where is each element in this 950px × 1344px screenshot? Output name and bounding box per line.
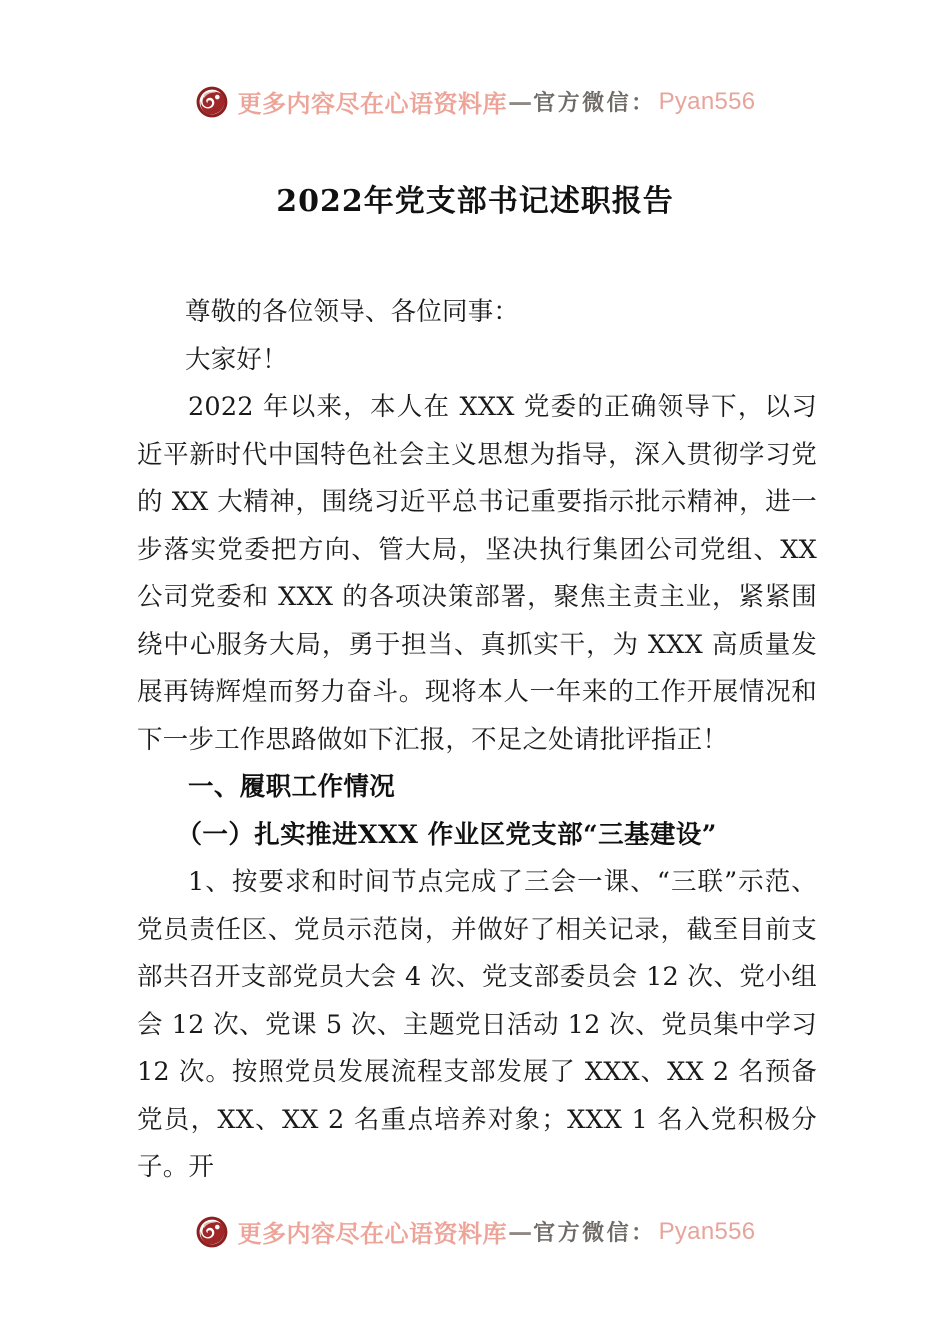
document-body (137, 289, 817, 1192)
watermark-wechat-label: 官方微信： (533, 1220, 656, 1246)
salutation-line: 尊敬的各位领导、各位同事： (185, 297, 520, 327)
watermark-wechat-id: Pyan556 (658, 1217, 756, 1245)
watermark-dash: — (508, 87, 533, 116)
yin-yang-fish-logo-icon (195, 1215, 229, 1249)
watermark-wechat-id: Pyan556 (658, 87, 756, 115)
page-title: 2022年党支部书记述职报告 (276, 184, 674, 219)
section-heading-one: 一、履职工作情况 (188, 772, 396, 802)
greeting-line: 大家好！ (185, 344, 288, 375)
watermark-dash: — (508, 1217, 533, 1246)
subsection-heading-one: （一）扎实推进XXX 作业区党支部“三基建设” (176, 819, 717, 850)
yin-yang-fish-logo-icon (195, 85, 229, 119)
numbered-item-one: 1、按要求和时间节点完成了三会一课、“三联”示范、党员责任区、党员示范岗，并做好了相关记录，截至目前支部共召开支部党员大会 4 次、党支部委员会 12 次、党小组会 12 次、党课 5 次、主题党日活动 12 次、党员集中学习 12 次。按照党员发展流程支部发展了 XXX、XX 2 名预备党员，XX、XX 2 名重点培养对象；XXX 1 名入党积极分子。开 (137, 867, 817, 1182)
watermark-chinese-text: 更多内容尽在心语资料库 (237, 1219, 508, 1248)
header-watermark (0, 84, 950, 119)
watermark-wechat-label: 官方微信： (533, 90, 656, 116)
footer-watermark (0, 1214, 950, 1249)
opening-paragraph: 2022 年以来，本人在 XXX 党委的正确领导下，以习近平新时代中国特色社会主义思想为指导，深入贯彻学习党的 XX 大精神，围绕习近平总书记重要指示批示精神，进一步落实党委把方向、管大局，坚决执行集团公司党组、XX 公司党委和 XXX 的各项决策部署，聚焦主责主业，紧紧围绕中心服务大局，勇于担当、真抓实干，为 XXX 高质量发展再铸辉煌而努力奋斗。现将本人一年来的工作开展情况和下一步工作思路做如下汇报，不足之处请批评指正！ (137, 392, 817, 755)
watermark-chinese-text: 更多内容尽在心语资料库 (237, 89, 508, 118)
